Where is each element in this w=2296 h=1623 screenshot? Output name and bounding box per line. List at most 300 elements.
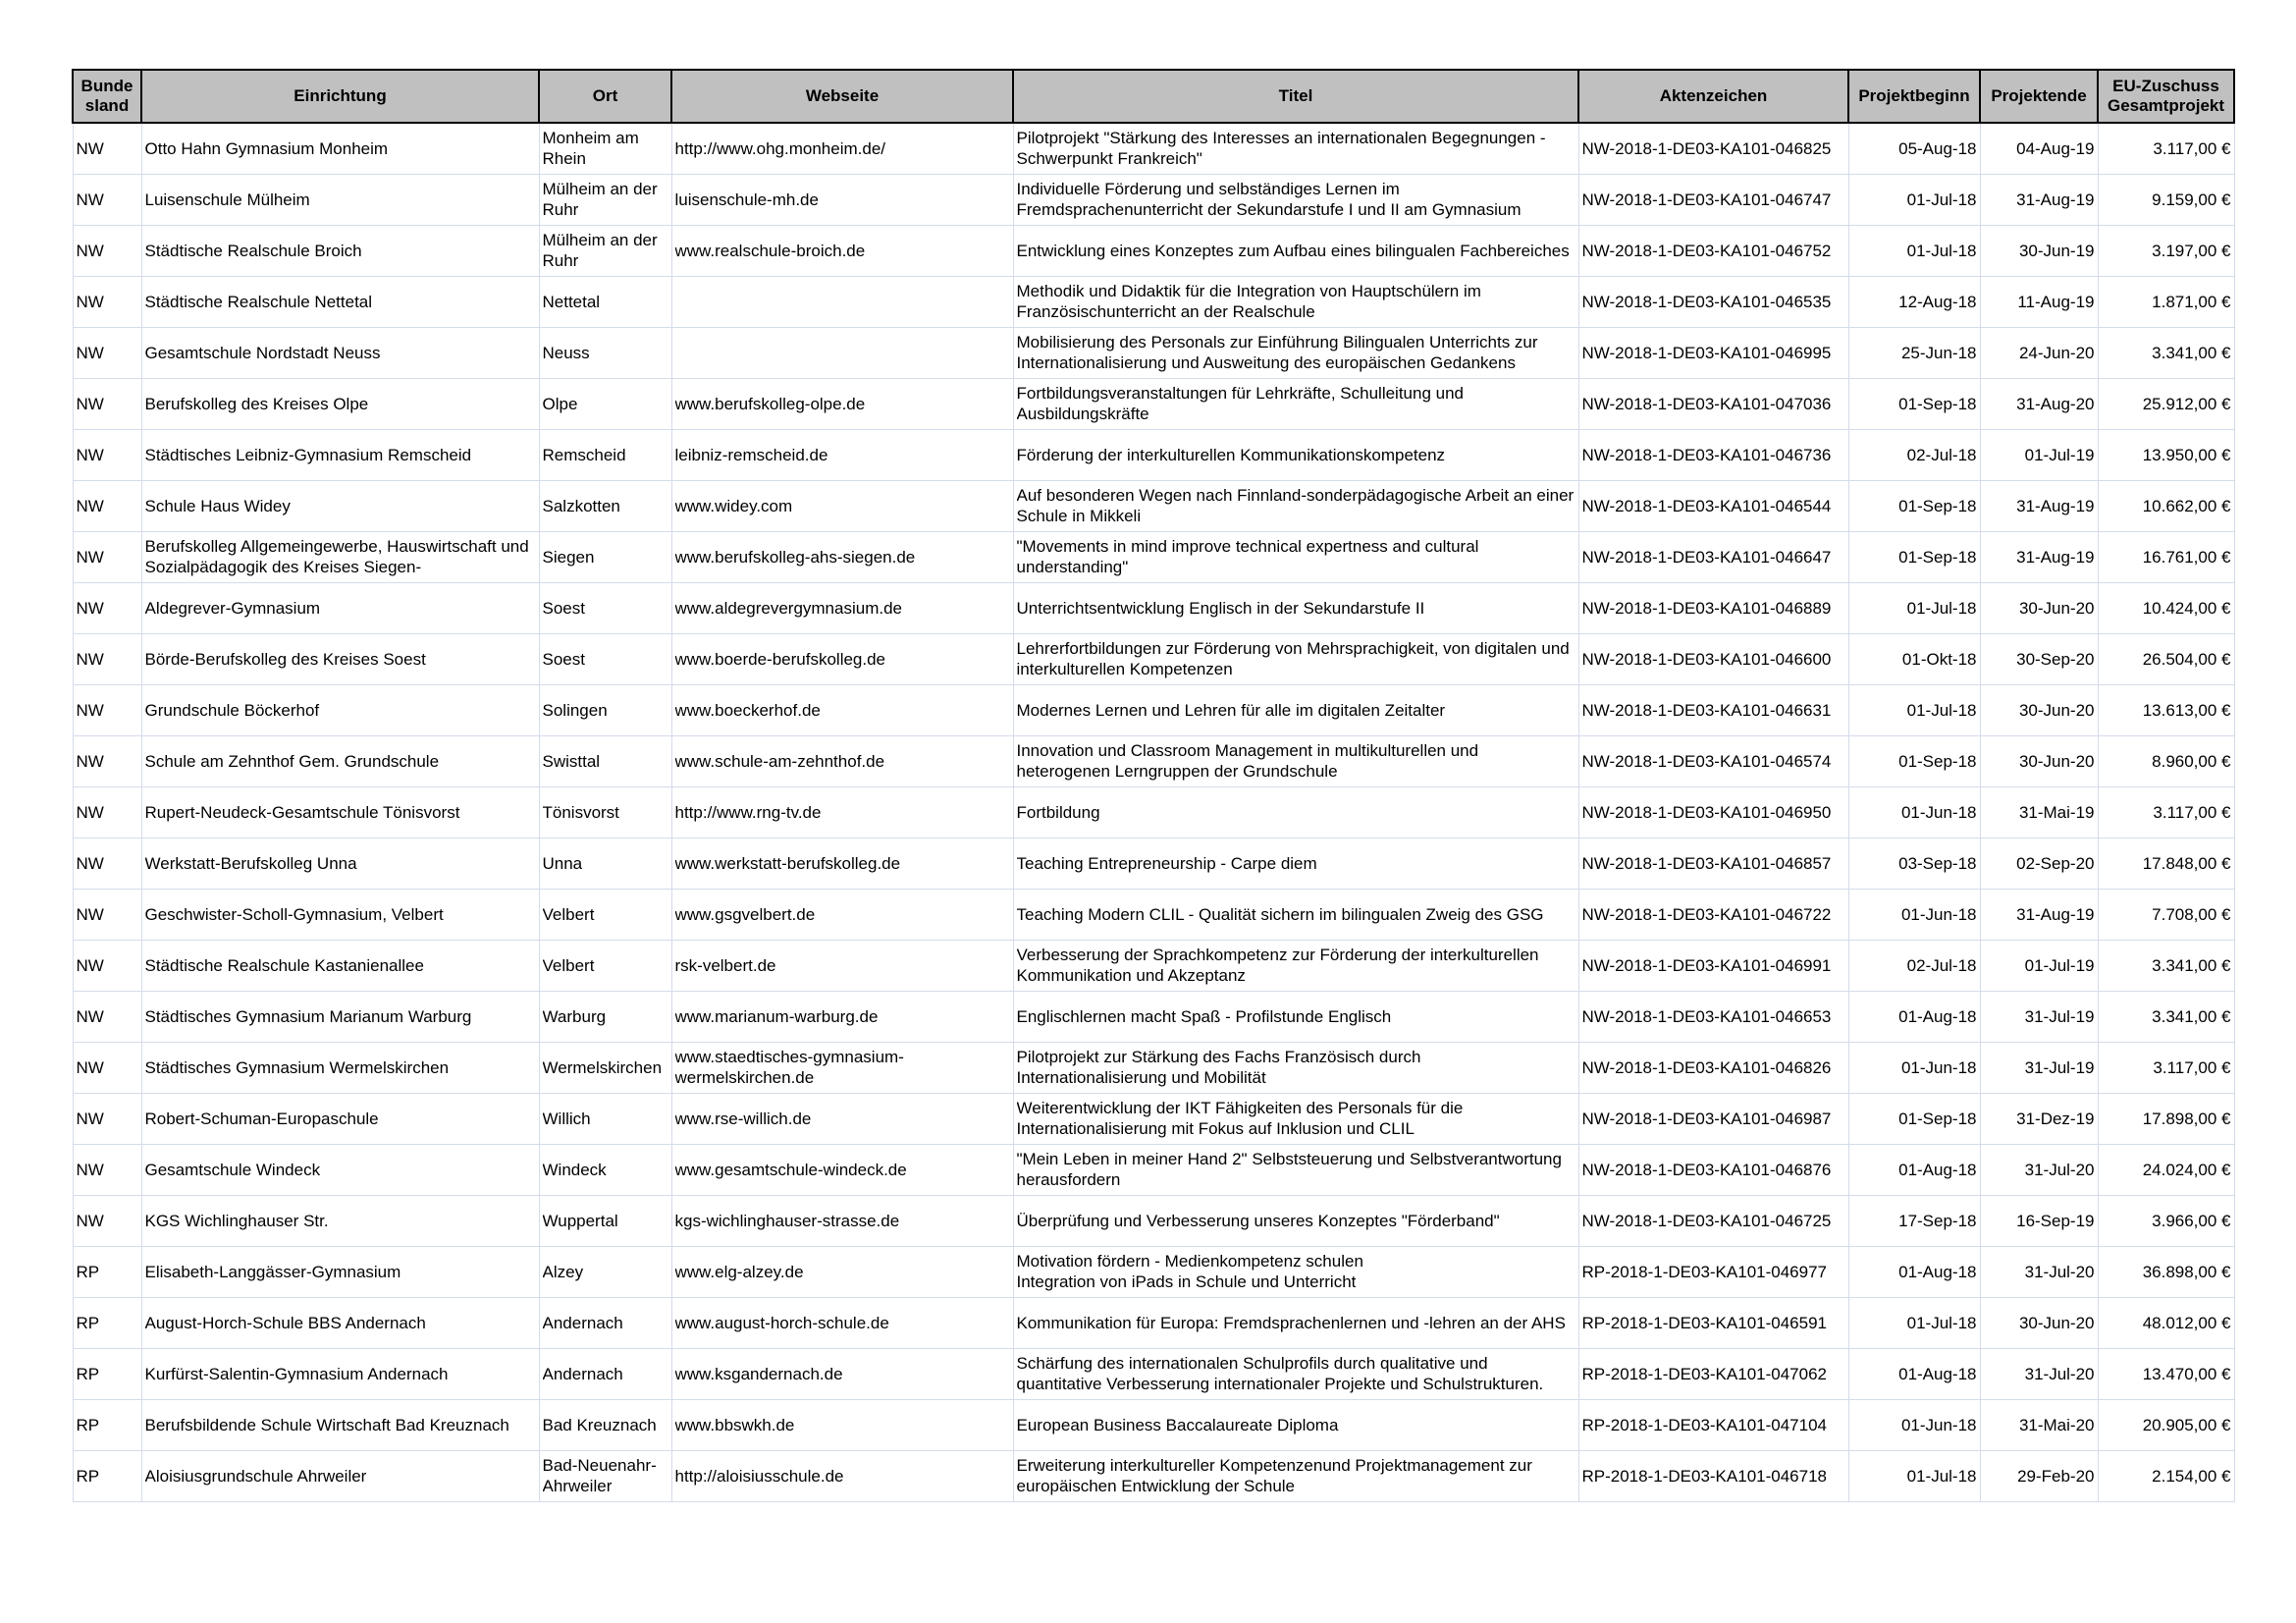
table-row bbox=[73, 378, 2234, 429]
header-ort: Ort bbox=[539, 70, 671, 123]
cell-text: RP bbox=[76, 1466, 100, 1486]
cell-text: Schärfung des internationalen Schulprofils durch qualitative und quantitative Verbesserung internationaler Projekte und Schulstrukturen. bbox=[1016, 1354, 1544, 1393]
cell-text: "Movements in mind improve technical expertness and cultural understanding" bbox=[1016, 537, 1479, 576]
cell-text: 01-Jul-18 bbox=[1906, 189, 1977, 209]
cell-text: Swisttal bbox=[542, 751, 601, 771]
cell-text: Teaching Modern CLIL - Qualität sichern im bilingualen Zweig des GSG bbox=[1016, 904, 1544, 924]
table-row bbox=[73, 838, 2234, 889]
cell-eu-zuschuss bbox=[2098, 174, 2234, 225]
cell-text: Überprüfung und Verbesserung unseres Konzeptes "Förderband" bbox=[1016, 1211, 1500, 1230]
cell-einrichtung bbox=[141, 174, 539, 225]
cell-text: www.gesamtschule-windeck.de bbox=[674, 1160, 907, 1179]
cell-text: RP-2018-1-DE03-KA101-046977 bbox=[1581, 1262, 1827, 1281]
cell-einrichtung bbox=[141, 276, 539, 327]
cell-text: 17.898,00 € bbox=[2142, 1109, 2231, 1128]
table-row bbox=[73, 123, 2234, 174]
cell-text: NW-2018-1-DE03-KA101-046535 bbox=[1581, 292, 1832, 311]
cell-webseite bbox=[671, 684, 1013, 735]
cell-text: NW bbox=[76, 138, 104, 158]
cell-bundesland bbox=[73, 1093, 141, 1144]
cell-text: http://www.ohg.monheim.de/ bbox=[674, 138, 886, 158]
cell-text: Bad-Neuenahr-Ahrweiler bbox=[542, 1456, 657, 1495]
cell-text: 10.424,00 € bbox=[2142, 598, 2231, 618]
cell-titel bbox=[1013, 1450, 1578, 1501]
cell-aktenzeichen bbox=[1578, 633, 1848, 684]
cell-text: 01-Sep-18 bbox=[1898, 547, 1977, 567]
cell-text: Soest bbox=[542, 649, 585, 669]
cell-bundesland bbox=[73, 174, 141, 225]
cell-text: 31-Mai-20 bbox=[2018, 1415, 2095, 1434]
cell-text: 3.966,00 € bbox=[2152, 1211, 2231, 1230]
cell-webseite bbox=[671, 327, 1013, 378]
cell-text: 30-Jun-19 bbox=[2018, 241, 2095, 260]
cell-text: NW-2018-1-DE03-KA101-046825 bbox=[1581, 138, 1832, 158]
cell-titel bbox=[1013, 1399, 1578, 1450]
cell-text: 29-Feb-20 bbox=[2017, 1466, 2095, 1486]
cell-aktenzeichen bbox=[1578, 276, 1848, 327]
cell-eu-zuschuss bbox=[2098, 1042, 2234, 1093]
cell-text: www.berufskolleg-ahs-siegen.de bbox=[674, 547, 916, 567]
cell-projektbeginn bbox=[1848, 480, 1980, 531]
cell-webseite bbox=[671, 480, 1013, 531]
cell-projektbeginn bbox=[1848, 940, 1980, 991]
cell-bundesland bbox=[73, 838, 141, 889]
table-row bbox=[73, 327, 2234, 378]
cell-text: Willich bbox=[542, 1109, 591, 1128]
cell-text: NW bbox=[76, 189, 104, 209]
cell-text: Förderung der interkulturellen Kommunikationskompetenz bbox=[1016, 445, 1446, 464]
table-row bbox=[73, 1093, 2234, 1144]
cell-projektende bbox=[1980, 225, 2098, 276]
cell-text: 11-Aug-19 bbox=[2017, 292, 2095, 311]
cell-text: NW-2018-1-DE03-KA101-046876 bbox=[1581, 1160, 1832, 1179]
cell-bundesland bbox=[73, 582, 141, 633]
funding-table bbox=[72, 69, 2235, 1502]
cell-webseite bbox=[671, 838, 1013, 889]
cell-text: NW bbox=[76, 1006, 104, 1026]
cell-projektbeginn bbox=[1848, 225, 1980, 276]
cell-text: Berufskolleg des Kreises Olpe bbox=[144, 394, 369, 413]
cell-text: Mülheim an der Ruhr bbox=[542, 231, 658, 270]
cell-einrichtung bbox=[141, 1093, 539, 1144]
cell-text: 31-Jul-20 bbox=[2024, 1160, 2095, 1179]
table-row bbox=[73, 991, 2234, 1042]
cell-projektende bbox=[1980, 327, 2098, 378]
cell-text: 01-Okt-18 bbox=[1901, 649, 1977, 669]
cell-text: www.bbswkh.de bbox=[674, 1415, 795, 1434]
cell-projektende bbox=[1980, 940, 2098, 991]
cell-text: www.staedtisches-gymnasium-wermelskirchen.de bbox=[674, 1048, 904, 1087]
cell-einrichtung bbox=[141, 378, 539, 429]
cell-bundesland bbox=[73, 276, 141, 327]
cell-text: Berufskolleg Allgemeingewerbe, Hauswirtschaft und Sozialpädagogik des Kreises Siegen- bbox=[144, 537, 529, 576]
cell-text: Andernach bbox=[542, 1364, 623, 1383]
cell-webseite bbox=[671, 429, 1013, 480]
cell-titel bbox=[1013, 1042, 1578, 1093]
cell-bundesland bbox=[73, 684, 141, 735]
cell-text: 31-Jul-20 bbox=[2024, 1262, 2095, 1281]
cell-text: Bad Kreuznach bbox=[542, 1415, 657, 1434]
cell-text: 31-Aug-19 bbox=[2016, 904, 2095, 924]
cell-text: Börde-Berufskolleg des Kreises Soest bbox=[144, 649, 426, 669]
cell-titel bbox=[1013, 1195, 1578, 1246]
cell-projektbeginn bbox=[1848, 786, 1980, 838]
cell-bundesland bbox=[73, 786, 141, 838]
cell-bundesland bbox=[73, 378, 141, 429]
header-eu-zuschuss: EU-Zuschuss Gesamtprojekt bbox=[2098, 70, 2234, 123]
cell-text: Rupert-Neudeck-Gesamtschule Tönisvorst bbox=[144, 802, 460, 822]
cell-text: Städtisches Gymnasium Marianum Warburg bbox=[144, 1006, 472, 1026]
cell-text: 3.341,00 € bbox=[2152, 343, 2231, 362]
cell-text: 2.154,00 € bbox=[2152, 1466, 2231, 1486]
cell-eu-zuschuss bbox=[2098, 684, 2234, 735]
cell-einrichtung bbox=[141, 480, 539, 531]
cell-text: Gesamtschule Windeck bbox=[144, 1160, 321, 1179]
cell-titel bbox=[1013, 735, 1578, 786]
cell-projektende bbox=[1980, 1144, 2098, 1195]
cell-aktenzeichen bbox=[1578, 940, 1848, 991]
cell-projektende bbox=[1980, 633, 2098, 684]
cell-eu-zuschuss bbox=[2098, 378, 2234, 429]
cell-text: 01-Jun-18 bbox=[1900, 802, 1977, 822]
table-row bbox=[73, 480, 2234, 531]
cell-eu-zuschuss bbox=[2098, 531, 2234, 582]
cell-text: Kommunikation für Europa: Fremdsprachenlernen und -lehren an der AHS bbox=[1016, 1313, 1566, 1332]
cell-text: NW bbox=[76, 1057, 104, 1077]
cell-titel bbox=[1013, 174, 1578, 225]
cell-bundesland bbox=[73, 1399, 141, 1450]
cell-text: 04-Aug-19 bbox=[2016, 138, 2095, 158]
cell-webseite bbox=[671, 123, 1013, 174]
cell-text: NW-2018-1-DE03-KA101-046544 bbox=[1581, 496, 1832, 515]
cell-projektende bbox=[1980, 1246, 2098, 1297]
cell-einrichtung bbox=[141, 1450, 539, 1501]
cell-einrichtung bbox=[141, 1297, 539, 1348]
cell-projektbeginn bbox=[1848, 684, 1980, 735]
table-row bbox=[73, 225, 2234, 276]
cell-einrichtung bbox=[141, 1399, 539, 1450]
cell-eu-zuschuss bbox=[2098, 276, 2234, 327]
cell-text: Pilotprojekt "Stärkung des Interesses an internationalen Begegnungen - Schwerpunkt Frankreich" bbox=[1016, 129, 1546, 169]
cell-aktenzeichen bbox=[1578, 1144, 1848, 1195]
cell-titel bbox=[1013, 991, 1578, 1042]
cell-ort bbox=[539, 429, 671, 480]
table-row bbox=[73, 531, 2234, 582]
cell-titel bbox=[1013, 531, 1578, 582]
cell-titel bbox=[1013, 225, 1578, 276]
cell-bundesland bbox=[73, 735, 141, 786]
cell-text: NW bbox=[76, 1211, 104, 1230]
cell-projektbeginn bbox=[1848, 531, 1980, 582]
cell-text: "Mein Leben in meiner Hand 2" Selbststeuerung und Selbstverantwortung herausfordern bbox=[1016, 1150, 1562, 1189]
cell-aktenzeichen bbox=[1578, 429, 1848, 480]
cell-text: Erweiterung interkultureller Kompetenzenund Projektmanagement zur europäischen Entwicklung der Schule bbox=[1016, 1456, 1532, 1495]
cell-aktenzeichen bbox=[1578, 684, 1848, 735]
header-titel: Titel bbox=[1013, 70, 1578, 123]
cell-text: Alzey bbox=[542, 1262, 584, 1281]
cell-text: www.marianum-warburg.de bbox=[674, 1006, 879, 1026]
cell-text: 24.024,00 € bbox=[2142, 1160, 2231, 1179]
cell-projektende bbox=[1980, 786, 2098, 838]
cell-projektende bbox=[1980, 991, 2098, 1042]
cell-text: Schule Haus Widey bbox=[144, 496, 291, 515]
cell-ort bbox=[539, 276, 671, 327]
cell-text: Fortbildung bbox=[1016, 802, 1100, 822]
cell-titel bbox=[1013, 123, 1578, 174]
cell-text: www.boeckerhof.de bbox=[674, 700, 821, 720]
cell-einrichtung bbox=[141, 327, 539, 378]
cell-text: NW bbox=[76, 292, 104, 311]
cell-text: Soest bbox=[542, 598, 585, 618]
cell-bundesland bbox=[73, 1042, 141, 1093]
cell-projektbeginn bbox=[1848, 429, 1980, 480]
cell-webseite bbox=[671, 1144, 1013, 1195]
cell-text: Neuss bbox=[542, 343, 590, 362]
cell-aktenzeichen bbox=[1578, 1246, 1848, 1297]
cell-titel bbox=[1013, 1144, 1578, 1195]
cell-aktenzeichen bbox=[1578, 1195, 1848, 1246]
cell-text: www.elg-alzey.de bbox=[674, 1262, 804, 1281]
cell-text: NW-2018-1-DE03-KA101-046725 bbox=[1581, 1211, 1832, 1230]
cell-webseite bbox=[671, 991, 1013, 1042]
cell-text: Unna bbox=[542, 853, 583, 873]
cell-webseite bbox=[671, 276, 1013, 327]
cell-text: Städtische Realschule Kastanienallee bbox=[144, 955, 424, 975]
cell-text: NW-2018-1-DE03-KA101-046631 bbox=[1581, 700, 1832, 720]
cell-text: www.boerde-berufskolleg.de bbox=[674, 649, 886, 669]
cell-eu-zuschuss bbox=[2098, 480, 2234, 531]
cell-eu-zuschuss bbox=[2098, 889, 2234, 940]
cell-text: Robert-Schuman-Europaschule bbox=[144, 1109, 379, 1128]
cell-titel bbox=[1013, 940, 1578, 991]
cell-projektbeginn bbox=[1848, 174, 1980, 225]
cell-bundesland bbox=[73, 633, 141, 684]
cell-text: Weiterentwicklung der IKT Fähigkeiten des Personals für die Internationalisierung mit Fokus auf Inklusion und CLIL bbox=[1016, 1099, 1464, 1138]
cell-einrichtung bbox=[141, 1195, 539, 1246]
cell-text: 01-Jul-18 bbox=[1906, 1466, 1977, 1486]
cell-projektende bbox=[1980, 429, 2098, 480]
cell-einrichtung bbox=[141, 225, 539, 276]
cell-text: 30-Jun-20 bbox=[2018, 1313, 2095, 1332]
cell-aktenzeichen bbox=[1578, 1348, 1848, 1399]
cell-text: Andernach bbox=[542, 1313, 623, 1332]
cell-text: 01-Aug-18 bbox=[1898, 1160, 1977, 1179]
cell-aktenzeichen bbox=[1578, 786, 1848, 838]
cell-projektende bbox=[1980, 276, 2098, 327]
table-row bbox=[73, 1399, 2234, 1450]
cell-aktenzeichen bbox=[1578, 1042, 1848, 1093]
cell-text: Berufsbildende Schule Wirtschaft Bad Kreuznach bbox=[144, 1415, 509, 1434]
cell-eu-zuschuss bbox=[2098, 1297, 2234, 1348]
cell-bundesland bbox=[73, 1297, 141, 1348]
cell-text: 30-Jun-20 bbox=[2018, 700, 2095, 720]
header-webseite: Webseite bbox=[671, 70, 1013, 123]
cell-text: 01-Jul-18 bbox=[1906, 241, 1977, 260]
cell-ort bbox=[539, 838, 671, 889]
cell-bundesland bbox=[73, 327, 141, 378]
cell-eu-zuschuss bbox=[2098, 940, 2234, 991]
cell-titel bbox=[1013, 633, 1578, 684]
cell-eu-zuschuss bbox=[2098, 582, 2234, 633]
cell-text: NW bbox=[76, 547, 104, 567]
cell-text: 01-Jun-18 bbox=[1900, 904, 1977, 924]
cell-text: 30-Jun-20 bbox=[2018, 598, 2095, 618]
cell-aktenzeichen bbox=[1578, 225, 1848, 276]
cell-text: NW-2018-1-DE03-KA101-046647 bbox=[1581, 547, 1832, 567]
cell-text: NW bbox=[76, 241, 104, 260]
cell-einrichtung bbox=[141, 582, 539, 633]
cell-projektbeginn bbox=[1848, 378, 1980, 429]
cell-text: 01-Jul-18 bbox=[1906, 598, 1977, 618]
cell-aktenzeichen bbox=[1578, 1450, 1848, 1501]
cell-text: Mobilisierung des Personals zur Einführung Bilingualen Unterrichts zur Internationalisierung und Ausweitung des europäischen Gedankens bbox=[1016, 333, 1538, 372]
cell-ort bbox=[539, 735, 671, 786]
cell-eu-zuschuss bbox=[2098, 991, 2234, 1042]
cell-ort bbox=[539, 531, 671, 582]
cell-text: NW bbox=[76, 700, 104, 720]
cell-eu-zuschuss bbox=[2098, 1246, 2234, 1297]
table-row bbox=[73, 174, 2234, 225]
cell-text: European Business Baccalaureate Diploma bbox=[1016, 1415, 1339, 1434]
cell-text: NW bbox=[76, 853, 104, 873]
cell-projektbeginn bbox=[1848, 1093, 1980, 1144]
cell-aktenzeichen bbox=[1578, 1093, 1848, 1144]
cell-text: NW-2018-1-DE03-KA101-046950 bbox=[1581, 802, 1832, 822]
cell-text: RP-2018-1-DE03-KA101-046718 bbox=[1581, 1466, 1827, 1486]
cell-text: 01-Jul-19 bbox=[2024, 445, 2095, 464]
cell-text: KGS Wichlinghauser Str. bbox=[144, 1211, 329, 1230]
cell-text: NW-2018-1-DE03-KA101-046752 bbox=[1581, 241, 1832, 260]
cell-text: rsk-velbert.de bbox=[674, 955, 776, 975]
header-row bbox=[73, 70, 2234, 123]
cell-text: Lehrerfortbildungen zur Förderung von Mehrsprachigkeit, von digitalen und interkulturellen Kompetenzen bbox=[1016, 639, 1570, 678]
cell-text: NW bbox=[76, 343, 104, 362]
cell-projektende bbox=[1980, 1399, 2098, 1450]
cell-text: 01-Sep-18 bbox=[1898, 496, 1977, 515]
cell-text: Velbert bbox=[542, 955, 595, 975]
cell-eu-zuschuss bbox=[2098, 225, 2234, 276]
cell-bundesland bbox=[73, 480, 141, 531]
cell-text: Motivation fördern - Medienkompetenz schulen Integration von iPads in Schule und Unterricht bbox=[1016, 1252, 1363, 1291]
cell-text: 31-Jul-20 bbox=[2024, 1364, 2095, 1383]
cell-projektbeginn bbox=[1848, 735, 1980, 786]
cell-text: 10.662,00 € bbox=[2142, 496, 2231, 515]
cell-ort bbox=[539, 582, 671, 633]
cell-projektende bbox=[1980, 735, 2098, 786]
cell-projektbeginn bbox=[1848, 1195, 1980, 1246]
cell-text: 02-Jul-18 bbox=[1906, 445, 1977, 464]
cell-titel bbox=[1013, 1297, 1578, 1348]
cell-text: 36.898,00 € bbox=[2142, 1262, 2231, 1281]
cell-aktenzeichen bbox=[1578, 582, 1848, 633]
cell-ort bbox=[539, 1144, 671, 1195]
cell-einrichtung bbox=[141, 429, 539, 480]
cell-text: 30-Sep-20 bbox=[2016, 649, 2095, 669]
cell-text: NW-2018-1-DE03-KA101-046747 bbox=[1581, 189, 1832, 209]
cell-text: NW bbox=[76, 649, 104, 669]
cell-text: Städtische Realschule Nettetal bbox=[144, 292, 373, 311]
cell-bundesland bbox=[73, 1144, 141, 1195]
cell-eu-zuschuss bbox=[2098, 123, 2234, 174]
table-row bbox=[73, 1042, 2234, 1093]
cell-text: www.schule-am-zehnthof.de bbox=[674, 751, 885, 771]
cell-einrichtung bbox=[141, 531, 539, 582]
cell-eu-zuschuss bbox=[2098, 1450, 2234, 1501]
cell-projektbeginn bbox=[1848, 1399, 1980, 1450]
cell-text: 03-Sep-18 bbox=[1898, 853, 1977, 873]
cell-text: 1.871,00 € bbox=[2152, 292, 2231, 311]
cell-eu-zuschuss bbox=[2098, 1093, 2234, 1144]
cell-projektende bbox=[1980, 1093, 2098, 1144]
table-row bbox=[73, 1348, 2234, 1399]
cell-text: www.gsgvelbert.de bbox=[674, 904, 816, 924]
cell-bundesland bbox=[73, 991, 141, 1042]
cell-text: www.werkstatt-berufskolleg.de bbox=[674, 853, 901, 873]
table-row bbox=[73, 684, 2234, 735]
cell-aktenzeichen bbox=[1578, 1297, 1848, 1348]
cell-projektbeginn bbox=[1848, 889, 1980, 940]
cell-text: 13.950,00 € bbox=[2142, 445, 2231, 464]
cell-einrichtung bbox=[141, 889, 539, 940]
cell-text: Innovation und Classroom Management in multikulturellen und heterogenen Lerngruppen der Grundschule bbox=[1016, 741, 1479, 781]
cell-text: 01-Sep-18 bbox=[1898, 751, 1977, 771]
cell-bundesland bbox=[73, 429, 141, 480]
cell-text: NW bbox=[76, 445, 104, 464]
cell-text: 25-Jun-18 bbox=[1900, 343, 1977, 362]
cell-eu-zuschuss bbox=[2098, 1348, 2234, 1399]
cell-text: Wermelskirchen bbox=[542, 1057, 663, 1077]
cell-projektbeginn bbox=[1848, 991, 1980, 1042]
cell-text: Monheim am Rhein bbox=[542, 129, 639, 169]
cell-titel bbox=[1013, 1093, 1578, 1144]
cell-text: August-Horch-Schule BBS Andernach bbox=[144, 1313, 426, 1332]
cell-text: NW-2018-1-DE03-KA101-046722 bbox=[1581, 904, 1832, 924]
cell-webseite bbox=[671, 531, 1013, 582]
cell-titel bbox=[1013, 480, 1578, 531]
cell-projektbeginn bbox=[1848, 1144, 1980, 1195]
cell-text: 16-Sep-19 bbox=[2016, 1211, 2095, 1230]
cell-projektbeginn bbox=[1848, 582, 1980, 633]
cell-ort bbox=[539, 786, 671, 838]
cell-text: NW bbox=[76, 394, 104, 413]
cell-aktenzeichen bbox=[1578, 378, 1848, 429]
cell-ort bbox=[539, 1348, 671, 1399]
cell-ort bbox=[539, 940, 671, 991]
table-row bbox=[73, 1246, 2234, 1297]
table-row bbox=[73, 429, 2234, 480]
cell-projektende bbox=[1980, 1195, 2098, 1246]
cell-titel bbox=[1013, 378, 1578, 429]
table-header bbox=[73, 70, 2234, 123]
cell-text: RP-2018-1-DE03-KA101-047062 bbox=[1581, 1364, 1827, 1383]
cell-einrichtung bbox=[141, 123, 539, 174]
cell-bundesland bbox=[73, 1450, 141, 1501]
cell-text: Städtische Realschule Broich bbox=[144, 241, 362, 260]
header-einrichtung: Einrichtung bbox=[141, 70, 539, 123]
cell-projektende bbox=[1980, 684, 2098, 735]
cell-aktenzeichen bbox=[1578, 174, 1848, 225]
cell-projektende bbox=[1980, 582, 2098, 633]
cell-text: RP-2018-1-DE03-KA101-046591 bbox=[1581, 1313, 1827, 1332]
cell-text: NW-2018-1-DE03-KA101-046826 bbox=[1581, 1057, 1832, 1077]
cell-einrichtung bbox=[141, 838, 539, 889]
cell-projektende bbox=[1980, 378, 2098, 429]
cell-text: Werkstatt-Berufskolleg Unna bbox=[144, 853, 357, 873]
cell-einrichtung bbox=[141, 684, 539, 735]
cell-text: http://www.rng-tv.de bbox=[674, 802, 822, 822]
cell-aktenzeichen bbox=[1578, 735, 1848, 786]
cell-einrichtung bbox=[141, 940, 539, 991]
